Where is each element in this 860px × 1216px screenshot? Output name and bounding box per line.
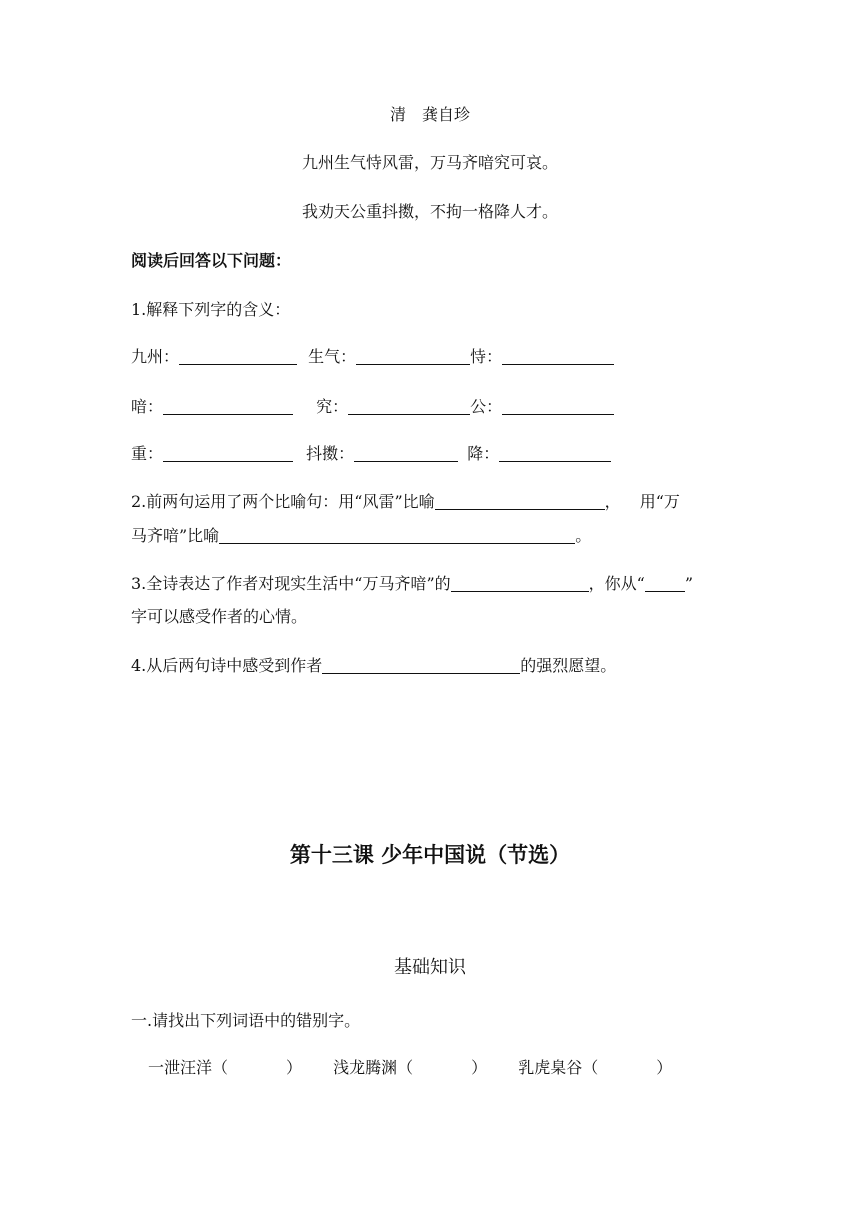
q1-label-shengqi: 生气： bbox=[308, 347, 357, 366]
q3-blank-feeling[interactable] bbox=[451, 573, 589, 592]
q1-blank-zhong[interactable] bbox=[163, 443, 293, 462]
q1-blank-jiang[interactable] bbox=[499, 443, 611, 462]
exercise-item-3: 乳虎臬谷（ bbox=[518, 1058, 599, 1077]
question-3-line-1 bbox=[131, 573, 693, 595]
q1-blank-gong[interactable] bbox=[502, 396, 614, 415]
lesson-title: 第十三课 少年中国说（节选） bbox=[289, 843, 571, 867]
q3-blank-char[interactable] bbox=[645, 573, 685, 592]
question-3-line-2: 字可以感受作者的心情。 bbox=[131, 607, 308, 626]
q1-label-jiu: 究： bbox=[316, 397, 349, 416]
q1-blank-dousou[interactable] bbox=[354, 443, 458, 462]
exercise-1: 一.请找出下列词语中的错别字。 bbox=[131, 1011, 361, 1030]
q3-text-a: 3.全诗表达了作者对现实生活中“万马齐喑”的 bbox=[131, 574, 451, 593]
q1-label-yin: 喑： bbox=[131, 397, 164, 416]
q1-label-zhong: 重： bbox=[131, 444, 164, 463]
q2-period: 。 bbox=[575, 526, 592, 545]
section-heading: 基础知识 bbox=[394, 957, 466, 978]
q1-blank-jiu[interactable] bbox=[348, 396, 470, 415]
q1-blank-shengqi[interactable] bbox=[356, 346, 470, 365]
q1-label-dousou: 抖擞： bbox=[306, 444, 355, 463]
q1-blank-jiuzhou[interactable] bbox=[179, 346, 297, 365]
poem-line-1: 九州生气恃风雷，万马齐喑究可哀。 bbox=[301, 153, 558, 172]
q2-text-c: 马齐喑”比喻 bbox=[131, 526, 220, 545]
exercise-item-1-close: ） bbox=[286, 1058, 303, 1077]
q1-label-jiuzhou: 九州： bbox=[131, 347, 180, 366]
question-4 bbox=[131, 655, 616, 677]
q1-blank-shi[interactable] bbox=[502, 346, 614, 365]
q2-blank-fenglei[interactable] bbox=[435, 491, 605, 510]
exercise-answer-1[interactable] bbox=[228, 1058, 286, 1076]
exercise-item-1: 一泄汪洋（ bbox=[148, 1058, 229, 1077]
poem-line-2: 我劝天公重抖擞，不拘一格降人才。 bbox=[301, 202, 558, 221]
q1-label-shi: 恃： bbox=[470, 347, 503, 366]
q1-row-2 bbox=[131, 396, 614, 418]
exercise-item-3-close: ） bbox=[656, 1058, 673, 1077]
q2-text-b: 用“万 bbox=[639, 492, 680, 511]
q4-blank-wish[interactable] bbox=[322, 655, 520, 674]
q3-text-c: ” bbox=[684, 574, 694, 593]
questions-heading: 阅读后回答以下问题： bbox=[131, 251, 292, 270]
q3-text-b: ，你从“ bbox=[588, 574, 645, 593]
q1-label-jiang: 降： bbox=[467, 444, 500, 463]
exercise-answer-2[interactable] bbox=[413, 1058, 471, 1076]
q1-blank-yin[interactable] bbox=[163, 396, 293, 415]
q4-text-a: 4.从后两句诗中感受到作者 bbox=[131, 656, 323, 675]
exercise-item-2-close: ） bbox=[471, 1058, 488, 1077]
poem-author: 清 龚自珍 bbox=[389, 105, 470, 124]
q2-blank-wanma[interactable] bbox=[219, 525, 575, 544]
q4-text-b: 的强烈愿望。 bbox=[520, 656, 617, 675]
question-1: 1.解释下列字的含义： bbox=[131, 300, 291, 319]
question-2-line-2 bbox=[131, 525, 591, 547]
q1-label-gong: 公： bbox=[470, 397, 503, 416]
q1-row-1 bbox=[131, 346, 614, 368]
exercise-answer-3[interactable] bbox=[598, 1058, 656, 1076]
exercise-item-2: 浅龙腾渊（ bbox=[333, 1058, 414, 1077]
q1-row-3 bbox=[131, 443, 611, 465]
question-2-line-1 bbox=[131, 491, 680, 513]
q2-comma: ， bbox=[604, 492, 621, 511]
exercise-1-items bbox=[148, 1057, 672, 1079]
q2-text-a: 2.前两句运用了两个比喻句：用“风雷”比喻 bbox=[131, 492, 435, 511]
